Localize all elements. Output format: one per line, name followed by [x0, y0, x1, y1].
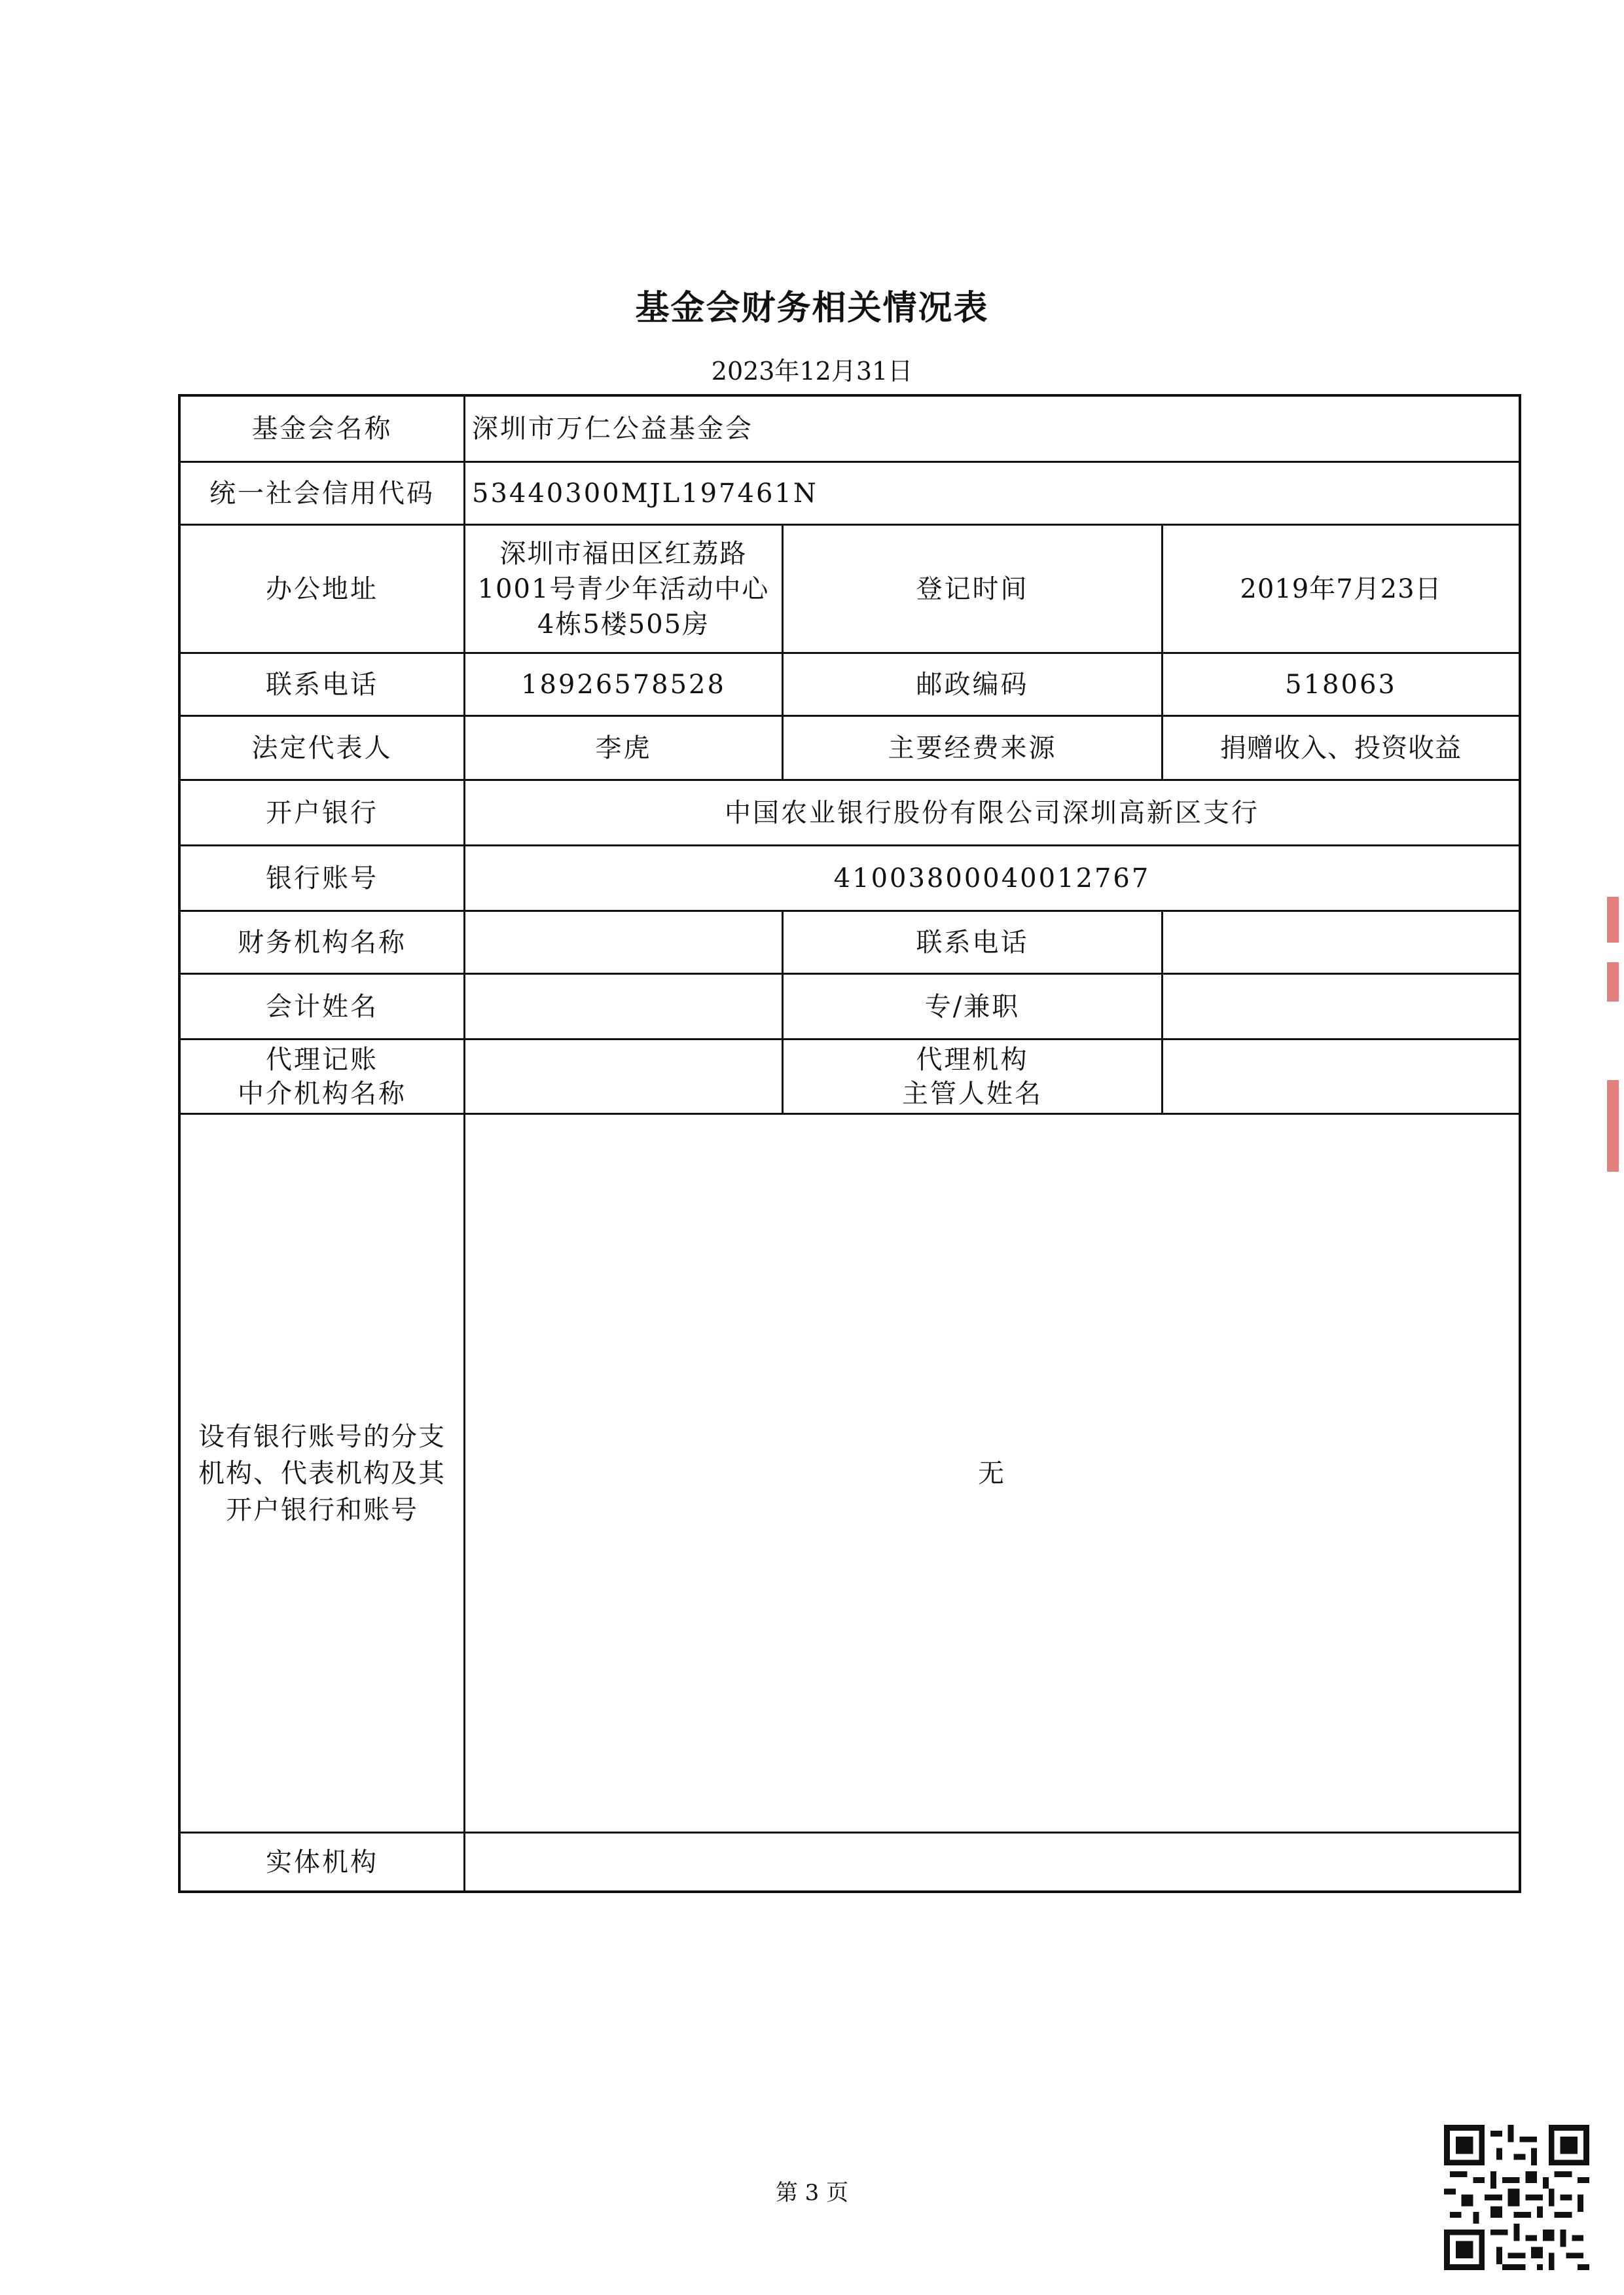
branches-label — [181, 1115, 463, 1832]
registration-time-value: 2019年7月23日 — [1240, 573, 1442, 604]
agent-head-label — [784, 1040, 1161, 1113]
page-title: 基金会财务相关情况表 — [635, 289, 989, 328]
registration-time-label: 登记时间 — [916, 573, 1029, 604]
address-value — [465, 526, 782, 652]
branches-label-line-1: 设有银行账号的分支 — [198, 1421, 446, 1452]
finance-org-label: 财务机构名称 — [238, 927, 406, 958]
legal-rep-value: 李虎 — [595, 732, 652, 763]
accountant-value — [465, 975, 782, 1038]
funding-source-label: 主要经费来源 — [888, 732, 1057, 763]
seal-fragment — [1607, 897, 1619, 943]
address-line-2: 1001号青少年活动中心 — [477, 573, 770, 604]
report-date: 2023年12月31日 — [711, 357, 913, 386]
account-value: 41003800040012767 — [833, 863, 1151, 894]
employment-type-label: 专/兼职 — [924, 991, 1020, 1022]
address-line-1: 深圳市福田区红荔路 — [499, 538, 748, 569]
employment-type-value — [1163, 975, 1519, 1038]
foundation-name-label: 基金会名称 — [251, 414, 393, 444]
legal-rep-label: 法定代表人 — [251, 732, 393, 763]
funding-source-value: 捐赠收入、投资收益 — [1220, 732, 1462, 763]
bank-value: 中国农业银行股份有限公司深圳高新区支行 — [725, 797, 1259, 828]
agent-label-line-1: 代理记账 — [266, 1044, 378, 1075]
branches-label-line-3: 开户银行和账号 — [226, 1494, 418, 1525]
agent-head-line-2: 主管人姓名 — [902, 1078, 1043, 1109]
agent-head-line-1: 代理机构 — [916, 1044, 1029, 1075]
finance-table — [178, 394, 1521, 1893]
finance-org-value — [465, 912, 782, 973]
seal-fragment — [1607, 1080, 1619, 1172]
phone-label: 联系电话 — [266, 669, 378, 700]
branches-label-line-2: 机构、代表机构及其 — [198, 1458, 446, 1489]
seal-fragment — [1607, 962, 1619, 1002]
credit-code-label: 统一社会信用代码 — [209, 478, 435, 509]
account-label: 银行账号 — [266, 863, 378, 894]
page-number: 第 3 页 — [775, 2180, 849, 2206]
bank-label: 开户银行 — [266, 797, 378, 828]
finance-phone-label: 联系电话 — [916, 927, 1029, 958]
agent-name-value — [465, 1040, 782, 1113]
entity-value — [465, 1834, 1519, 1890]
address-line-3: 4栋5楼505房 — [537, 609, 710, 640]
address-label: 办公地址 — [266, 573, 378, 604]
postal-code-value: 518063 — [1285, 669, 1397, 700]
finance-phone-value — [1163, 912, 1519, 973]
entity-label: 实体机构 — [266, 1847, 378, 1877]
foundation-name-value: 深圳市万仁公益基金会 — [472, 414, 753, 444]
agent-head-value — [1163, 1040, 1519, 1113]
postal-code-label: 邮政编码 — [916, 669, 1029, 700]
accountant-label: 会计姓名 — [266, 991, 378, 1022]
agent-label-line-2: 中介机构名称 — [238, 1078, 406, 1109]
qr-code-icon — [1444, 2125, 1589, 2270]
credit-code-value: 53440300MJL197461N — [472, 478, 818, 509]
branches-value: 无 — [978, 1458, 1006, 1489]
phone-value: 18926578528 — [521, 669, 726, 700]
agent-name-label — [181, 1040, 463, 1113]
